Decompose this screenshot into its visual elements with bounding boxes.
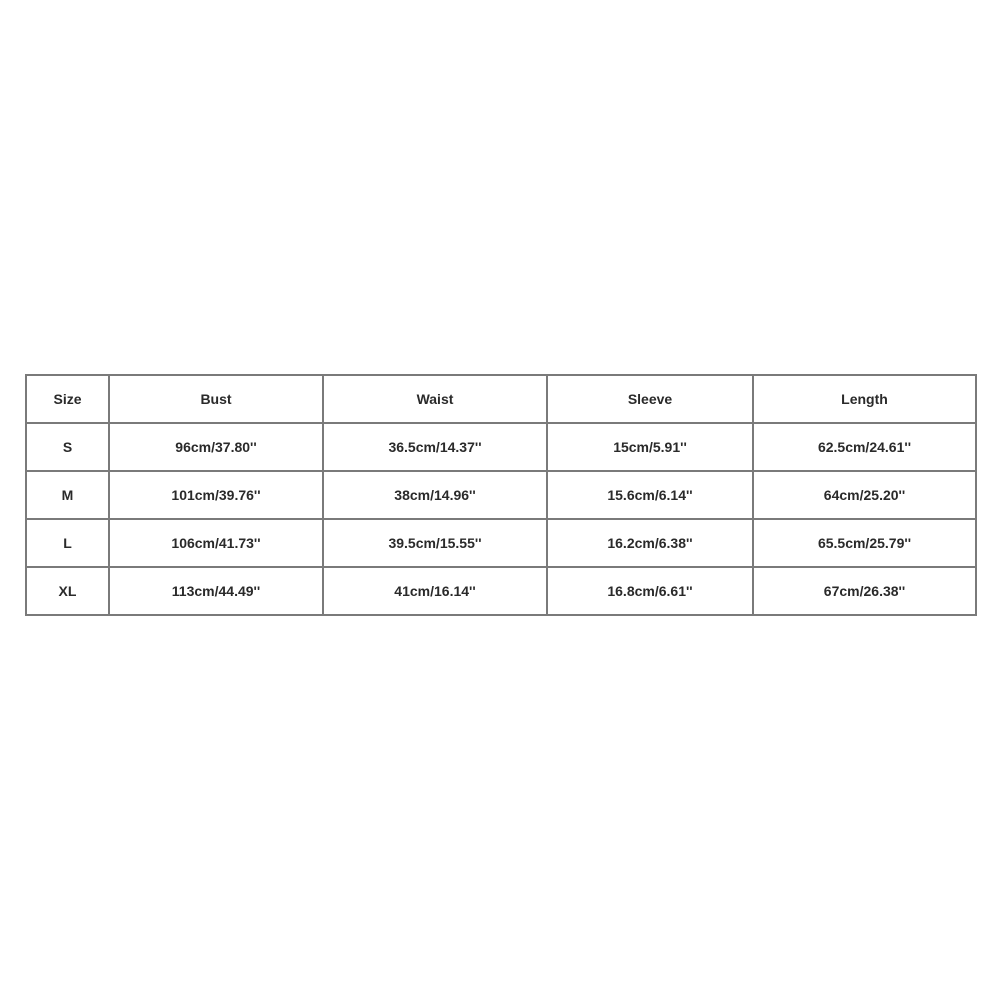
header-length: Length	[754, 376, 977, 424]
table-row	[27, 472, 977, 520]
header-row	[27, 376, 977, 424]
cell-size: XL	[27, 568, 110, 616]
cell-waist: 36.5cm/14.37''	[324, 424, 548, 472]
table-row	[27, 424, 977, 472]
cell-size: M	[27, 472, 110, 520]
cell-sleeve: 15.6cm/6.14''	[548, 472, 754, 520]
cell-length: 65.5cm/25.79''	[754, 520, 977, 568]
cell-sleeve: 16.8cm/6.61''	[548, 568, 754, 616]
cell-size: S	[27, 424, 110, 472]
header-size: Size	[27, 376, 110, 424]
cell-waist: 41cm/16.14''	[324, 568, 548, 616]
table-row	[27, 568, 977, 616]
cell-bust: 101cm/39.76''	[110, 472, 324, 520]
cell-waist: 39.5cm/15.55''	[324, 520, 548, 568]
table-row	[27, 520, 977, 568]
cell-length: 64cm/25.20''	[754, 472, 977, 520]
cell-length: 62.5cm/24.61''	[754, 424, 977, 472]
cell-sleeve: 15cm/5.91''	[548, 424, 754, 472]
cell-bust: 96cm/37.80''	[110, 424, 324, 472]
cell-sleeve: 16.2cm/6.38''	[548, 520, 754, 568]
cell-bust: 106cm/41.73''	[110, 520, 324, 568]
cell-length: 67cm/26.38''	[754, 568, 977, 616]
cell-bust: 113cm/44.49''	[110, 568, 324, 616]
size-chart-table	[25, 374, 977, 616]
cell-waist: 38cm/14.96''	[324, 472, 548, 520]
header-sleeve: Sleeve	[548, 376, 754, 424]
cell-size: L	[27, 520, 110, 568]
header-waist: Waist	[324, 376, 548, 424]
header-bust: Bust	[110, 376, 324, 424]
